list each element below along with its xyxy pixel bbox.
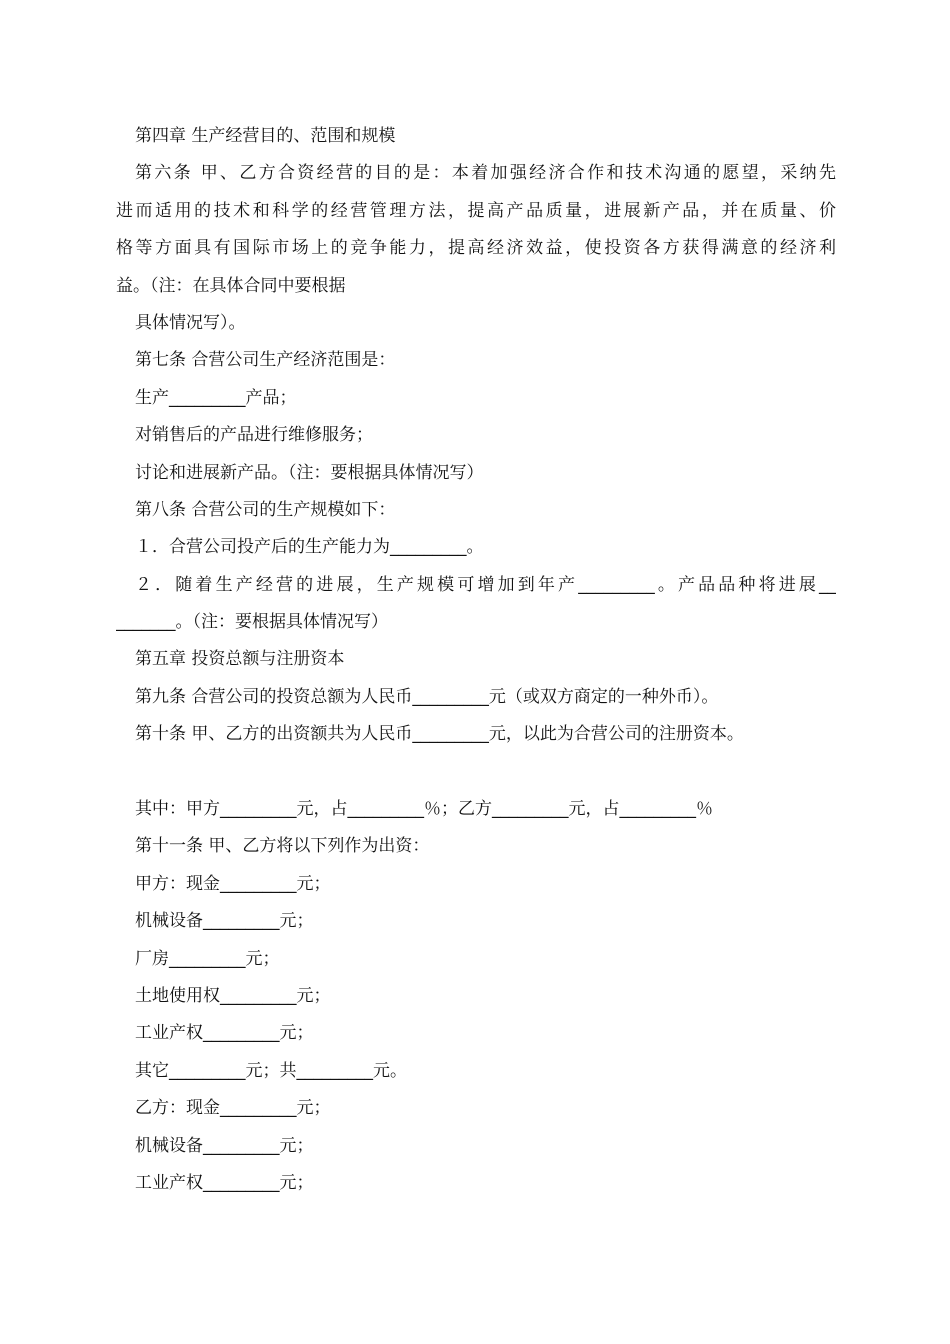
article-6-line-4: 益。（注：在具体合同中要根据	[116, 275, 346, 296]
party-a-land-use-right: 土地使用权_________元；	[135, 985, 331, 1006]
chapter-4-heading: 第四章 生产经营目的、范围和规模	[135, 126, 396, 146]
article-7-item-3: 讨论和进展新产品。（注：要根据具体情况写）	[135, 462, 484, 483]
article-8-item-1: １．合营公司投产后的生产能力为_________。	[135, 537, 484, 558]
article-7-item-1: 生产_________产品；	[135, 387, 297, 408]
party-a-industrial-property: 工业产权_________元；	[135, 1023, 314, 1044]
party-b-machinery: 机械设备_________元；	[135, 1135, 314, 1156]
article-6-line-1: 第六条 甲、乙方合资经营的目的是：本着加强经济合作和技术沟通的愿望，采纳先	[135, 163, 836, 184]
party-b-industrial-property: 工业产权_________元；	[135, 1172, 314, 1193]
article-8-item-2-line-2: _______。（注：要根据具体情况写）	[116, 612, 388, 633]
article-7-item-2: 对销售后的产品进行维修服务；	[135, 425, 373, 446]
article-6-line-3: 格等方面具有国际市场上的竞争能力，提高经济效益，使投资各方获得满意的经济利	[116, 238, 836, 259]
contract-text	[116, 118, 836, 1202]
article-8-heading: 第八条 合营公司的生产规模如下：	[135, 499, 396, 520]
article-6-line-5: 具体情况写）。	[135, 312, 246, 333]
party-a-other-total: 其它_________元；共_________元。	[135, 1060, 407, 1081]
party-a-machinery: 机械设备_________元；	[135, 911, 314, 932]
article-10: 第十条 甲、乙方的出资额共为人民币_________元，以此为合营公司的注册资本。	[135, 724, 744, 745]
article-6-line-2: 进而适用的技术和科学的经营管理方法，提高产品质量，进展新产品，并在质量、价	[116, 200, 836, 221]
article-9: 第九条 合营公司的投资总额为人民币_________元（或双方商定的一种外币）。	[135, 686, 719, 707]
article-8-item-2-line-1: ２．随着生产经营的进展，生产规模可增加到年产_________。产品品种将进展__	[135, 574, 836, 595]
chapter-5-heading: 第五章 投资总额与注册资本	[135, 649, 345, 670]
article-11-heading: 第十一条 甲、乙方将以下列作为出资：	[135, 836, 430, 857]
party-a-cash: 甲方：现金_________元；	[135, 873, 331, 894]
party-a-factory: 厂房_________元；	[135, 948, 280, 969]
article-10-shares: 其中：甲方_________元，占_________％；乙方_________元，占_________％	[135, 799, 713, 820]
article-7-heading: 第七条 合营公司生产经济范围是：	[135, 350, 396, 371]
party-b-cash: 乙方：现金_________元；	[135, 1098, 331, 1119]
blank-line	[116, 754, 836, 791]
